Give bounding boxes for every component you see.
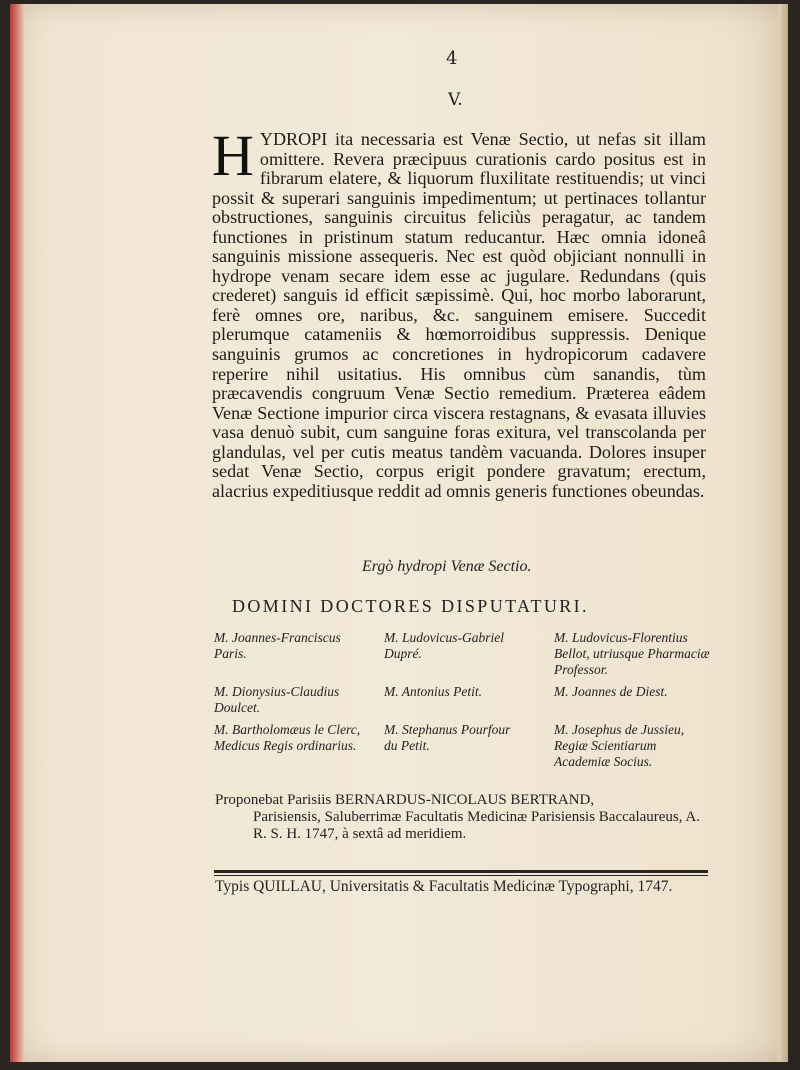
document-page bbox=[10, 4, 788, 1062]
doctors-list bbox=[214, 630, 714, 770]
doctor-name: M. Antonius Petit. bbox=[384, 684, 482, 699]
doctor-name: M. Dionysius-Claudius Doulcet. bbox=[214, 684, 340, 715]
proponebat-lead: Proponebat Parisiis BERNARDUS-NICOLAUS BERTRAND, bbox=[215, 792, 595, 808]
drop-cap: H bbox=[212, 123, 254, 188]
doctors-heading: DOMINI DOCTORES DISPUTATURI. bbox=[232, 596, 589, 616]
divider-rule-thin bbox=[214, 875, 708, 876]
section-number: V. bbox=[448, 90, 463, 110]
doctor-name: M. Ludovicus-Gabriel Dupré. bbox=[384, 630, 504, 661]
page-edge bbox=[778, 4, 788, 1062]
doctor-name: M. Bartholomæus le Clerc, Medicus Regis ordinarius. bbox=[214, 722, 361, 753]
doctor-name: M. Ludovicus-Florentius Bellot, utriusque Pharmaciæ Professor. bbox=[554, 630, 710, 677]
conclusion: Ergò hydropi Venæ Sectio. bbox=[362, 558, 532, 575]
doctor-name: M. Stephanus Pourfour du Petit. bbox=[384, 722, 511, 753]
doctor-name: M. Josephus de Jussieu, Regiæ Scientiarum Academiæ Socius. bbox=[554, 722, 685, 769]
proponebat-details: Parisiensis, Saluberrimæ Facultatis Medicinæ Parisiensis Baccalaureus, A. R. S. H. 1747, à sextâ ad meridiem. bbox=[253, 809, 701, 842]
proponebat-statement bbox=[215, 792, 707, 843]
body-paragraph bbox=[212, 123, 706, 501]
body-text: YDROPI ita necessaria est Venæ Sectio, ut nefas sit illam omittere. Revera præcipuus curationis cardo positus est in fibrarum elatere, & liquorum fluxilitate restituendis; ut vinci possit & superari sanguinis impedimentum; ut pertinaces tollantur obstructiones, sanguinis circuitus feliciùs peragatur, ac tandem functiones in pristinum statum reducantur. Hæc omnia idoneâ sanguinis missione assequeris. Nec est quòd objiciant nonnulli in hydrope venam secare idem esse ac jugulare. Redundans (quis crederet) sanguis id efficit sæpissimè. Qui, hoc morbo laborarunt, ferè omnes ore, naribus, &c. sanguinem emisere. Succedit plerumque catameniis & hœmorroidibus suppressis. Denique sanguinis grumos ac concretiones in hydropicorum cadavere reperire nihil usitatius. His omnibus cùm sanandis, tùm præcavendis congruum Venæ Sectio remedium. Præterea eâdem Venæ Sectione impurior circa viscera restagnans, & evasata illuvies vasa denuò subit, cum sanguine foras exitura, vel transcolanda per glandulas, vel per cutis meatus tandèm vacuanda. Dolores insuper sedat Venæ Sectio, corpus erigit pondere gravatum; erectum, alacrius expeditiusque reddit ad omnis generis functiones obeundas. bbox=[212, 129, 706, 501]
doctor-name: M. Joannes-Franciscus Paris. bbox=[214, 630, 341, 661]
page-number: 4 bbox=[446, 48, 458, 69]
divider-rule bbox=[214, 870, 708, 873]
printer-imprint: Typis QUILLAU, Universitatis & Facultatis Medicinæ Typographi, 1747. bbox=[215, 878, 673, 895]
doctor-name: M. Joannes de Diest. bbox=[554, 684, 668, 699]
book-spine-edge bbox=[10, 4, 24, 1062]
